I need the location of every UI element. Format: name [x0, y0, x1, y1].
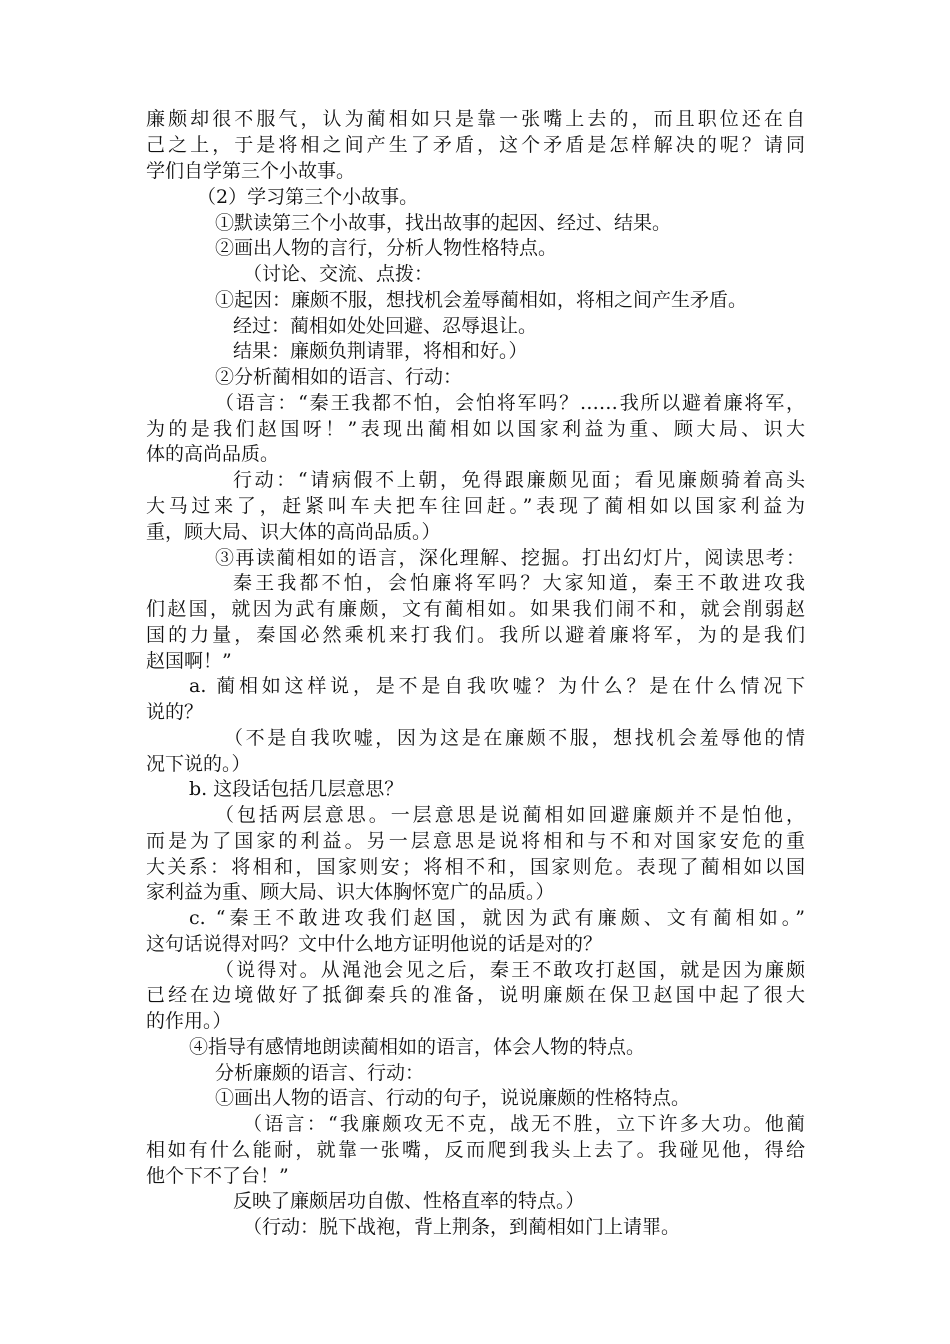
text-line: 国的力量，秦国必然乘机来打我们。我所以避着廉将军，为的是我们	[146, 624, 805, 646]
text-line: 结果：廉颇负荆请罪，将相和好。）	[233, 340, 528, 362]
text-line: 而是为了国家的利益。另一层意思是说将相和与不和对国家安危的重	[146, 830, 805, 852]
text-line: 行动：“请病假不上朝，免得跟廉颇见面；看见廉颇骑着高头	[233, 469, 805, 491]
text-line: 赵国啊！”	[146, 650, 232, 672]
text-line: c. “秦王不敢进攻我们赵国，就因为武有廉颇、文有蔺相如。”	[189, 907, 805, 929]
text-line: 大马过来了，赶紧叫车夫把车往回赶。”表现了蔺相如以国家利益为	[146, 495, 805, 517]
text-line: b. 这段话包括几层意思？	[189, 778, 404, 800]
text-line: 况下说的。）	[146, 753, 251, 775]
text-line: 体的高尚品质。	[146, 443, 280, 465]
text-line: （行动：脱下战袍，背上荆条，到蔺相如门上请罪。	[243, 1216, 681, 1238]
text-line: ①起因：廉颇不服，想找机会羞辱蔺相如，将相之间产生矛盾。	[215, 289, 748, 311]
text-line: a. 蔺相如这样说，是不是自我吹嘘？为什么？是在什么情况下	[189, 675, 805, 697]
text-line: ④指导有感情地朗读蔺相如的语言，体会人物的特点。	[189, 1036, 646, 1058]
text-line: 的作用。）	[146, 1010, 232, 1032]
text-line: ①默读第三个小故事，找出故事的起因、经过、结果。	[215, 212, 672, 234]
text-line: 说的？	[146, 701, 204, 723]
text-line: ②画出人物的言行，分析人物性格特点。	[215, 237, 558, 259]
text-line: 反映了廉颇居功自傲、性格直率的特点。）	[233, 1190, 585, 1212]
text-line: 经过：蔺相如处处回避、忍辱退让。	[233, 315, 538, 337]
text-line: 己之上，于是将相之间产生了矛盾，这个矛盾是怎样解决的呢？请同	[146, 134, 805, 156]
text-line: 家利益为重、顾大局、识大体胸怀宽广的品质。）	[146, 881, 555, 903]
text-line: （2）学习第三个小故事。	[197, 186, 419, 208]
text-line: （语言：“秦王我都不怕，会怕将军吗？……我所以避着廉将军，	[215, 392, 805, 414]
text-line: （说得对。从渑池会见之后，秦王不敢攻打赵国，就是因为廉颇	[215, 959, 805, 981]
text-line: （语言：“我廉颇攻无不克，战无不胜，立下许多大功。他蔺	[243, 1113, 805, 1135]
text-line: （包括两层意思。一层意思是说蔺相如回避廉颇并不是怕他，	[215, 804, 805, 826]
text-line: ③再读蔺相如的语言，深化理解、挖掘。打出幻灯片，阅读思考：	[215, 547, 805, 569]
text-line: 学们自学第三个小故事。	[146, 160, 356, 182]
text-line: 大关系：将相和，国家则安；将相不和，国家则危。表现了蔺相如以国	[146, 856, 805, 878]
text-line: 已经在边境做好了抵御秦兵的准备，说明廉颇在保卫赵国中起了很大	[146, 984, 805, 1006]
text-line: ①画出人物的语言、行动的句子，说说廉颇的性格特点。	[215, 1087, 691, 1109]
text-line: ②分析蔺相如的语言、行动：	[215, 366, 463, 388]
text-line: 为的是我们赵国呀！”表现出蔺相如以国家利益为重、顾大局、识大	[146, 418, 805, 440]
text-line: 分析廉颇的语言、行动：	[215, 1062, 425, 1084]
text-line: 们赵国，就因为武有廉颇，文有蔺相如。如果我们闹不和，就会削弱赵	[146, 598, 805, 620]
text-line: 秦王我都不怕，会怕廉将军吗？大家知道，秦王不敢进攻我	[233, 572, 805, 594]
text-line: （讨论、交流、点拨：	[243, 263, 434, 285]
text-line: （不是自我吹嘘，因为这是在廉颇不服，想找机会羞辱他的情	[224, 727, 805, 749]
text-line: 廉颇却很不服气，认为蔺相如只是靠一张嘴上去的，而且职位还在自	[146, 108, 805, 130]
text-line: 这句话说得对吗？文中什么地方证明他说的话是对的？	[146, 933, 603, 955]
text-line: 他个下不了台！”	[146, 1165, 289, 1187]
text-line: 相如有什么能耐，就靠一张嘴，反而爬到我头上去了。我碰见他，得给	[146, 1139, 805, 1161]
text-line: 重，顾大局、识大体的高尚品质。）	[146, 521, 441, 543]
